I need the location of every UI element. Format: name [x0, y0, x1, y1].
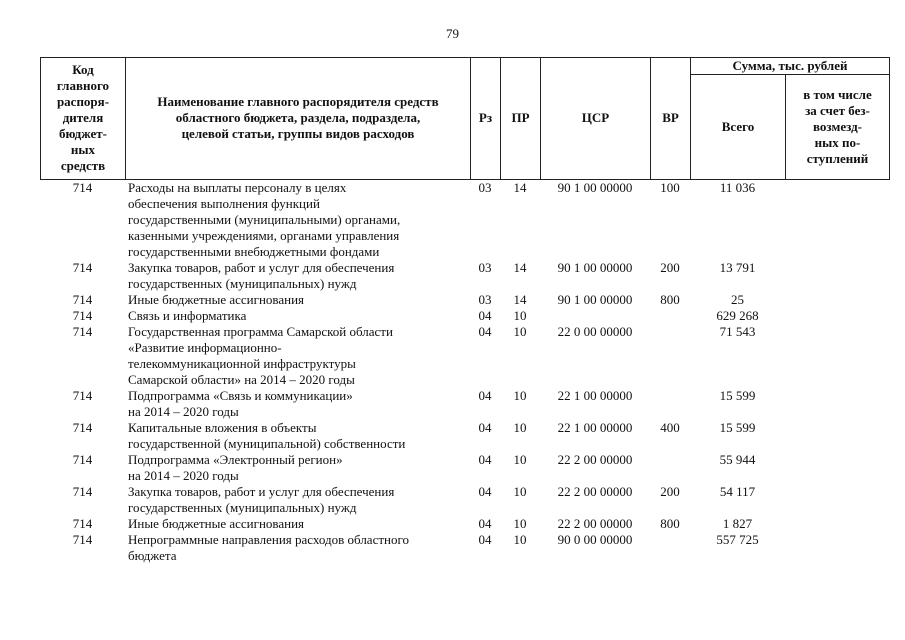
page-number: 79	[446, 26, 459, 41]
header-pr: ПР	[500, 57, 540, 179]
rz-cell: 03	[478, 292, 492, 307]
csr-cell: 22 2 00 00000	[557, 484, 633, 499]
name-cell: Подпрограмма «Электронный регион» на 2014 – 2020 годы	[128, 452, 343, 483]
rz-cell: 03	[478, 180, 492, 195]
csr-cell: 90 1 00 00000	[557, 260, 633, 275]
pr-cell: 14	[513, 180, 527, 195]
table-row	[40, 388, 890, 420]
header-code: Код главного распоря- дителя бюджет- ных средств	[40, 57, 125, 179]
code-cell: 714	[72, 388, 93, 403]
pr-cell: 14	[513, 260, 527, 275]
total-cell: 11 036	[719, 180, 756, 195]
vr-cell: 200	[660, 260, 680, 275]
total-cell: 55 944	[719, 452, 756, 467]
code-cell: 714	[72, 292, 93, 307]
name-cell: Непрограммные направления расходов областного бюджета	[128, 532, 409, 563]
name-cell: Иные бюджетные ассигнования	[128, 292, 305, 307]
name-cell: Иные бюджетные ассигнования	[128, 516, 305, 531]
table-row	[40, 308, 890, 324]
csr-cell: 22 2 00 00000	[557, 516, 633, 531]
csr-cell: 90 1 00 00000	[557, 292, 633, 307]
header-rz: Рз	[470, 57, 500, 179]
table-row	[40, 180, 890, 260]
header-vr: ВР	[650, 57, 690, 179]
name-cell: Капитальные вложения в объекты государственной (муниципальной) собственности	[128, 420, 406, 451]
table-row	[40, 452, 890, 484]
total-cell: 71 543	[719, 324, 756, 339]
header-total: Всего	[691, 75, 786, 179]
total-cell: 15 599	[719, 420, 756, 435]
rz-cell: 04	[478, 452, 492, 467]
header-csr: ЦСР	[540, 57, 650, 179]
table-body	[40, 180, 890, 564]
pr-cell: 14	[513, 292, 527, 307]
table-row	[40, 260, 890, 292]
header-name: Наименование главного распорядителя средств областного бюджета, раздела, подраздела, целевой статьи, группы видов расходов	[125, 57, 470, 179]
pr-cell: 10	[513, 420, 527, 435]
code-cell: 714	[72, 180, 93, 195]
pr-cell: 10	[513, 516, 527, 531]
table-row	[40, 324, 890, 388]
rz-cell: 04	[478, 484, 492, 499]
vr-cell: 800	[660, 516, 680, 531]
name-cell: Связь и информатика	[128, 308, 247, 323]
rz-cell: 04	[478, 308, 492, 323]
rz-cell: 04	[478, 420, 492, 435]
header-sum-title: Сумма, тыс. рублей	[691, 57, 889, 75]
budget-table	[40, 57, 890, 564]
csr-cell: 22 2 00 00000	[557, 452, 633, 467]
csr-cell: 22 1 00 00000	[557, 388, 633, 403]
total-cell: 13 791	[719, 260, 756, 275]
table-row	[40, 420, 890, 452]
pr-cell: 10	[513, 532, 527, 547]
total-cell: 1 827	[722, 516, 753, 531]
name-cell: Закупка товаров, работ и услуг для обеспечения государственных (муниципальных) нужд	[128, 484, 395, 515]
total-cell: 25	[731, 292, 744, 307]
vr-cell: 200	[660, 484, 680, 499]
table-row	[40, 516, 890, 532]
name-cell: Закупка товаров, работ и услуг для обеспечения государственных (муниципальных) нужд	[128, 260, 395, 291]
total-cell: 15 599	[719, 388, 756, 403]
vr-cell: 100	[660, 180, 680, 195]
rz-cell: 03	[478, 260, 492, 275]
name-cell: Расходы на выплаты персоналу в целях обеспечения выполнения функций государственными (муниципальными) органами, казенными учреждениями, органами управления государственными внебюджетными фондами	[128, 180, 401, 259]
rz-cell: 04	[478, 324, 492, 339]
table-row	[40, 532, 890, 564]
code-cell: 714	[72, 452, 93, 467]
code-cell: 714	[72, 308, 93, 323]
code-cell: 714	[72, 420, 93, 435]
total-cell: 557 725	[716, 532, 759, 547]
code-cell: 714	[72, 532, 93, 547]
pr-cell: 10	[513, 308, 527, 323]
name-cell: Государственная программа Самарской области «Развитие информационно- телекоммуникационной инфраструктуры Самарской области» на 2014 – 2020 годы	[128, 324, 393, 387]
csr-cell: 22 0 00 00000	[557, 324, 633, 339]
header-free: в том числе за счет без- возмезд- ных по- ступлений	[803, 87, 872, 166]
pr-cell: 10	[513, 324, 527, 339]
pr-cell: 10	[513, 388, 527, 403]
rz-cell: 04	[478, 516, 492, 531]
table-header	[40, 57, 890, 180]
name-cell: Подпрограмма «Связь и коммуникации» на 2014 – 2020 годы	[128, 388, 353, 419]
code-cell: 714	[72, 484, 93, 499]
header-sum-group	[690, 57, 890, 179]
code-cell: 714	[72, 260, 93, 275]
total-cell: 54 117	[719, 484, 756, 499]
pr-cell: 10	[513, 484, 527, 499]
vr-cell: 800	[660, 292, 680, 307]
code-cell: 714	[72, 324, 93, 339]
rz-cell: 04	[478, 388, 492, 403]
code-cell: 714	[72, 516, 93, 531]
rz-cell: 04	[478, 532, 492, 547]
table-row	[40, 292, 890, 308]
table-row	[40, 484, 890, 516]
csr-cell: 90 1 00 00000	[557, 180, 633, 195]
csr-cell: 22 1 00 00000	[557, 420, 633, 435]
pr-cell: 10	[513, 452, 527, 467]
csr-cell: 90 0 00 00000	[557, 532, 633, 547]
total-cell: 629 268	[716, 308, 759, 323]
vr-cell: 400	[660, 420, 680, 435]
